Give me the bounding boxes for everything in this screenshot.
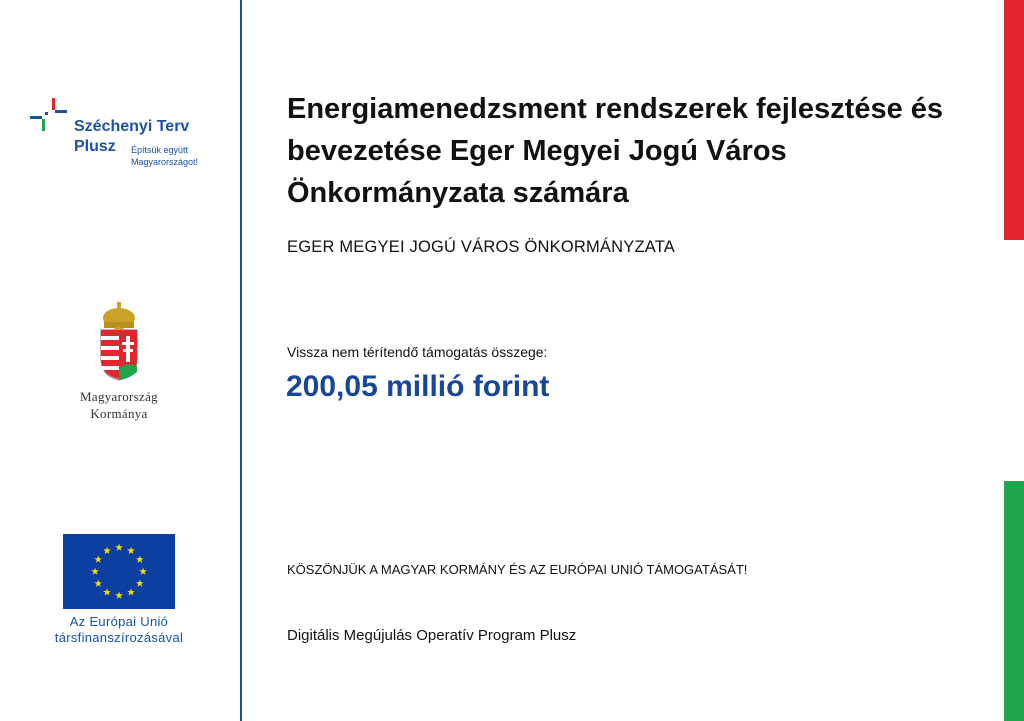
- eu-flag-icon: [63, 534, 175, 609]
- szechenyi-slogan-line1: Építsük együtt: [131, 145, 189, 155]
- flag-stripe-red: [1004, 0, 1024, 240]
- szechenyi-title: Széchenyi Terv: [74, 118, 190, 135]
- eu-line1: Az Európai Unió: [69, 614, 169, 629]
- program-name: Digitális Megújulás Operatív Program Plusz: [287, 627, 577, 644]
- szechenyi-slogan: [131, 144, 198, 168]
- flag-stripe-green: [1004, 481, 1024, 721]
- support-amount-value: 200,05 millió forint: [286, 370, 550, 403]
- government-line2: Kormánya: [90, 406, 148, 421]
- thanks-statement: KÖSZÖNJÜK A MAGYAR KORMÁNY ÉS AZ EURÓPAI UNIÓ TÁMOGATÁSÁT!: [287, 562, 748, 577]
- project-title: Energiamenedzsment rendszerek fejlesztése és bevezetése Eger Megyei Jogú Város Önkormányzata számára: [287, 93, 944, 209]
- government-line1: Magyarország: [80, 389, 158, 404]
- coat-of-arms-icon: [96, 300, 142, 382]
- government-label: [44, 388, 194, 422]
- szechenyi-plus-mark-icon: [28, 96, 72, 140]
- beneficiary-organization: EGER MEGYEI JOGÚ VÁROS ÖNKORMÁNYZATA: [287, 238, 675, 256]
- szechenyi-terv-logo: [28, 96, 228, 176]
- szechenyi-slogan-line2: Magyarországot!: [131, 157, 199, 167]
- eu-line2: társfinanszírozásával: [54, 630, 184, 645]
- support-amount-label: Vissza nem térítendő támogatás összege:: [287, 344, 548, 360]
- vertical-divider: [240, 0, 242, 721]
- eu-cofinancing-label: [28, 614, 210, 646]
- szechenyi-plusz: Plusz: [74, 138, 116, 155]
